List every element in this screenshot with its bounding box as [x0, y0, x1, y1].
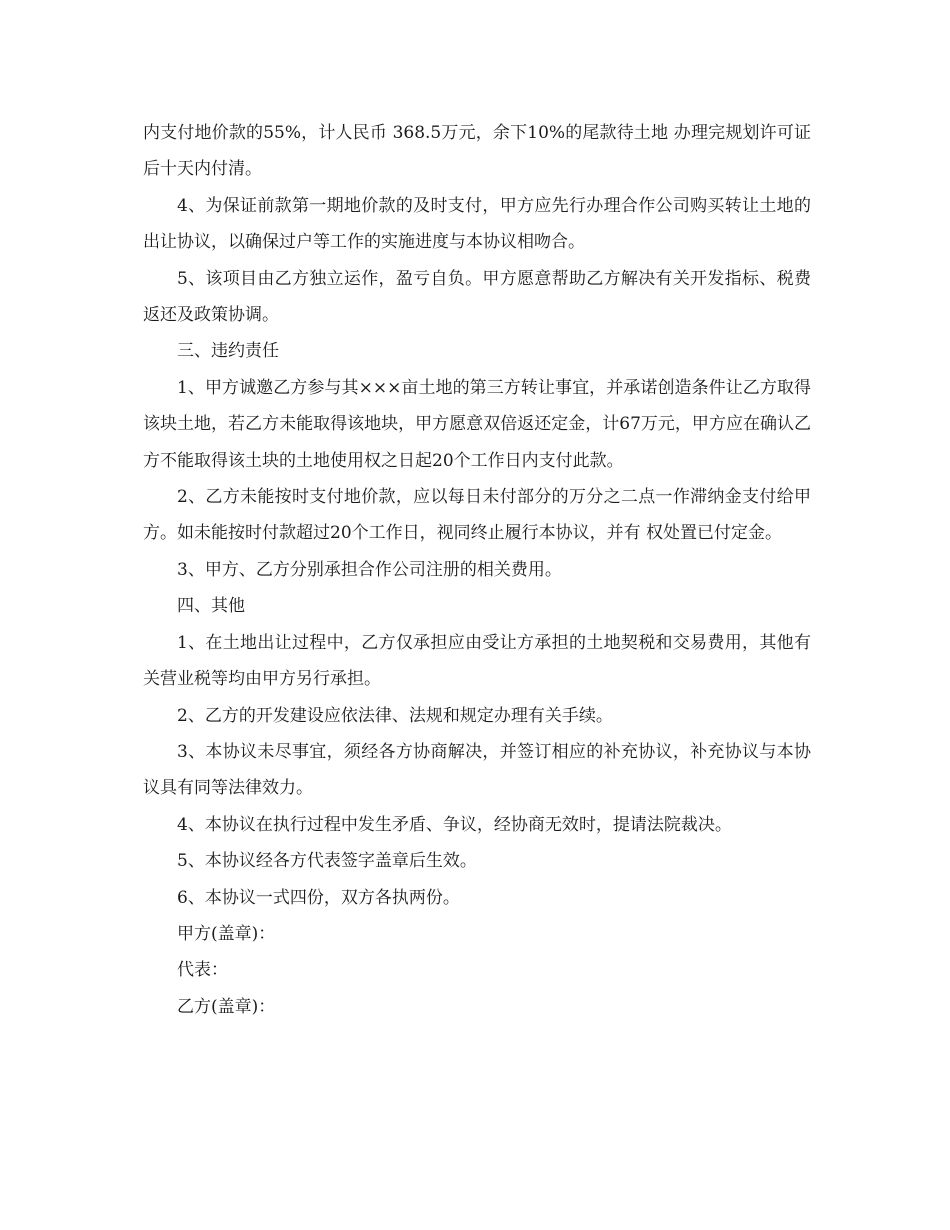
clause-4-5-effectiveness: 5、本协议经各方代表签字盖章后生效。: [177, 851, 477, 872]
clause-3-1-party-a-liability: 1、甲方诚邀乙方参与其×××亩土地的第三方转让事宜，并承诺创造条件让乙方取得该块土地，若乙方未能取得该地块，甲方愿意双倍返还定金，计67万元，甲方应在确认乙方不能取得该土块的土地使用权之日起20个工作日内支付此款。: [143, 377, 811, 471]
clause-3-3-registration-fees: 3、甲方、乙方分别承担合作公司注册的相关费用。: [177, 559, 562, 580]
clause-4-1-taxes-fees: 1、在土地出让过程中，乙方仅承担应由受让方承担的土地契税和交易费用，其他有关营业税等均由甲方另行承担。: [143, 632, 811, 690]
paragraph-payment-continuation: 内支付地价款的55%，计人民币 368.5万元，余下10%的尾款待土地 办理完规划许可证后十天内付清。: [143, 123, 811, 180]
clause-4-2-development-procedures: 2、乙方的开发建设应依法律、法规和规定办理有关手续。: [177, 705, 613, 726]
signature-party-a-seal: 甲方(盖章)：: [177, 923, 276, 944]
section-heading-other: 四、其他: [177, 596, 245, 617]
clause-4-3-supplementary-agreement: 3、本协议未尽事宜，须经各方协商解决，并签订相应的补充协议，补充协议与本协议具有同等法律效力。: [143, 741, 811, 799]
section-heading-breach-liability: 三、违约责任: [177, 341, 279, 362]
clause-2-4-first-payment-guarantee: 4、为保证前款第一期地价款的及时支付，甲方应先行办理合作公司购买转让土地的出让协议，以确保过户等工作的实施进度与本协议相吻合。: [143, 195, 811, 253]
document-body: [143, 115, 811, 1025]
clause-4-4-dispute-resolution: 4、本协议在执行过程中发生矛盾、争议，经协商无效时，提请法院裁决。: [177, 814, 732, 835]
clause-3-2-late-payment: 2、乙方未能按时支付地价款，应以每日未付部分的万分之二点一作滞纳金支付给甲方。如未能按时付款超过20个工作日，视同终止履行本协议，并有 权处置已付定金。: [143, 487, 811, 544]
clause-4-6-copies: 6、本协议一式四份，双方各执两份。: [177, 887, 460, 908]
signature-party-b-seal: 乙方(盖章)：: [177, 996, 276, 1017]
signature-representative: 代表：: [177, 960, 228, 981]
clause-2-5-independent-operation: 5、该项目由乙方独立运作，盈亏自负。甲方愿意帮助乙方解决有关开发指标、税费返还及政策协调。: [143, 268, 811, 326]
